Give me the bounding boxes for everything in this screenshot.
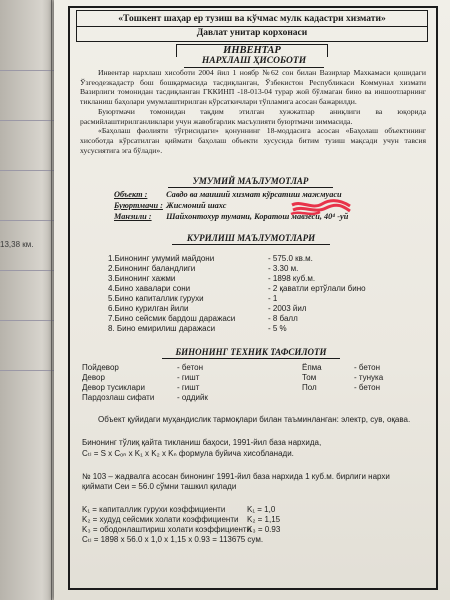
tech-item: Девор	[82, 373, 105, 382]
general-value: Шайхонтохур тумани, Коратош мавзеси, 40⁴ -уй	[166, 212, 349, 221]
general-label: Объект :	[114, 190, 148, 199]
building-info-name: 7.Бино сейсмик бардош даражаси	[108, 314, 236, 323]
building-info-row	[108, 304, 307, 314]
general-value: Жисмоний шахс	[166, 201, 227, 210]
tech-value: - тунука	[354, 373, 384, 382]
cost-formula: Cₜₗ = S x Cₒₙ x K₁ x K₂ x Kₙ формула буйича хисобланади.	[82, 449, 294, 458]
coefficient-label: K₃ = ободонлаштириш холати коэффициенти	[82, 525, 252, 534]
building-info-row	[108, 274, 315, 284]
general-row-client	[114, 200, 226, 211]
intro-paragraph: Буюртмачи томонидан тақдим этилган хужжатлар аниқлиги ва юқорида расмийлаштирилганликлари учун жавобгарлик масъулияти буюртмачи зиммасида.	[80, 106, 426, 126]
building-info-name: 3.Бинонинг хажми	[108, 274, 176, 283]
building-info-value: - 1	[268, 294, 278, 303]
cost-intro-text: Бинонинг тўлиқ қайта тикланиш баҳоси, 1991-йил база нархида,	[82, 438, 322, 447]
building-info-name: 4.Бино хавалари сони	[108, 284, 191, 293]
general-label: Буюртмачи :	[114, 201, 163, 210]
organization-type: Давлат унитар корхонаси	[77, 26, 427, 40]
building-info-value: - 3.30 м.	[268, 264, 299, 273]
building-info-value: - 2 қаватли ертўлали бино	[268, 284, 366, 293]
coefficient-value: K₁ = 1,0	[247, 505, 276, 514]
organization-name: «Тошкент шаҳар ер тузиш ва кўчмас мулк кадастри хизмати»	[118, 14, 386, 24]
cost-note-text: № 103 – жадвалга асосан бинонинг 1991-йил база нархида 1 куб.м. бирлиги нархи қиймати Сеи = 56.0 сўмни ташкил қилади	[82, 472, 390, 491]
tech-value: - оддийк	[177, 393, 208, 402]
building-info-row	[108, 314, 298, 324]
building-info-row	[108, 324, 287, 334]
building-info-row	[108, 284, 366, 294]
tech-item: Том	[302, 373, 317, 382]
tech-value: - гишт	[177, 383, 200, 392]
intro-paragraph: «Баҳолаш фаолияти тўғрисидаги» қонуннинг 18-моддасига асосан «Баҳолаш объектининг хисоботда кўрсатилган қиймати баҳолаш объекти хусусида битим тузиш мақсади учун тавсия хусусиятига эга бўлади».	[80, 126, 426, 155]
margin-line	[51, 0, 52, 600]
adjacent-page-fragment: 13,38 км.	[0, 240, 34, 249]
tech-details-title: БИНОНИНГ ТЕХНИК ТАФСИЛОТИ	[162, 347, 340, 359]
tech-item: Пойдевор	[82, 363, 119, 372]
building-info-name: 6.Бино курилган йили	[108, 304, 189, 313]
coefficient-row	[82, 515, 280, 525]
building-info-row	[108, 254, 313, 264]
building-info-row	[108, 264, 298, 274]
building-info-name: 8. Бино емирилиш даражаси	[108, 324, 216, 333]
tech-value: - бетон	[354, 383, 381, 392]
building-info-row	[108, 294, 277, 304]
building-info-value: - 1898 куб.м.	[268, 274, 316, 283]
coefficient-label: K₁ = капиталлик гурухи коэффициенти	[82, 505, 226, 514]
coefficient-value: K₃ = 0.93	[247, 525, 281, 534]
coefficient-label: K₂ = худуд сейсмик холати коэффициенти	[82, 515, 239, 524]
document-page	[54, 0, 450, 600]
tech-value: - бетон	[177, 363, 204, 372]
redaction-scribble	[290, 199, 352, 221]
header-box	[76, 10, 428, 42]
adjacent-page	[0, 0, 60, 600]
building-info-value: - 575.0 кв.м.	[268, 254, 313, 263]
tech-item: Пол	[302, 383, 317, 392]
building-info-value: - 2003 йил	[268, 304, 307, 313]
building-info-title: КУРИЛИШ МАЪЛУМОТЛАРИ	[172, 233, 330, 245]
tech-item: Девор тусиклари	[82, 383, 145, 392]
building-info-value: - 5 %	[268, 324, 287, 333]
general-value: Савдо ва маиший хизмат кўрсатиш мажмуаси	[166, 190, 342, 199]
building-info-name: 5.Бино капиталлик гурухи	[108, 294, 204, 303]
document-title: ИНВЕНТАР	[176, 44, 328, 57]
coefficient-row	[82, 505, 275, 515]
tech-value: - гишт	[177, 373, 200, 382]
coefficient-row	[82, 525, 280, 535]
tech-value: - бетон	[354, 363, 381, 372]
building-info-name: 1.Бинонинг умумий майдони	[108, 254, 215, 263]
general-info-title: УМУМИЙ МАЪЛУМОТЛАР	[168, 176, 333, 188]
total-cost-row: Cₜₗ = 1898 x 56.0 x 1,0 x 1,15 x 0.93 = 113675 сум.	[82, 535, 264, 544]
tech-item: Ёпма	[302, 363, 322, 372]
intro-paragraph: Инвентар нархлаш хисоботи 2004 йил 1 ноябр №62 сон билан Вазирлар Махкамаси қошидаги Ўзгеодезкадастр бош бошқармасида тасдиқланган, Ўзбекистон Республикаси Коммунал хизмати Вазирлиги томонидан тасдиқланган ГККИНП -18-013-04 турар жой бўлмаган бино ва иншоотларнинг тикланиш баҳолари умумлаштирилган кўрсаткичлари тўпламига асосан бажарилди.	[80, 68, 426, 107]
building-info-value: - 8 балл	[268, 314, 298, 323]
document-subtitle: НАРХЛАШ ҲИСОБОТИ	[184, 56, 324, 68]
general-label: Манзили :	[114, 212, 152, 221]
building-info-name: 2.Бинонинг баландлиги	[108, 264, 196, 273]
coefficient-value: K₂ = 1,15	[247, 515, 281, 524]
tech-item: Пардозлаш сифати	[82, 393, 155, 402]
engineering-networks-text: Объект қуйидаги муҳандислик тармоқлари билан таъминланган: электр, сув, оқава.	[98, 415, 411, 424]
intro-text	[80, 68, 426, 155]
